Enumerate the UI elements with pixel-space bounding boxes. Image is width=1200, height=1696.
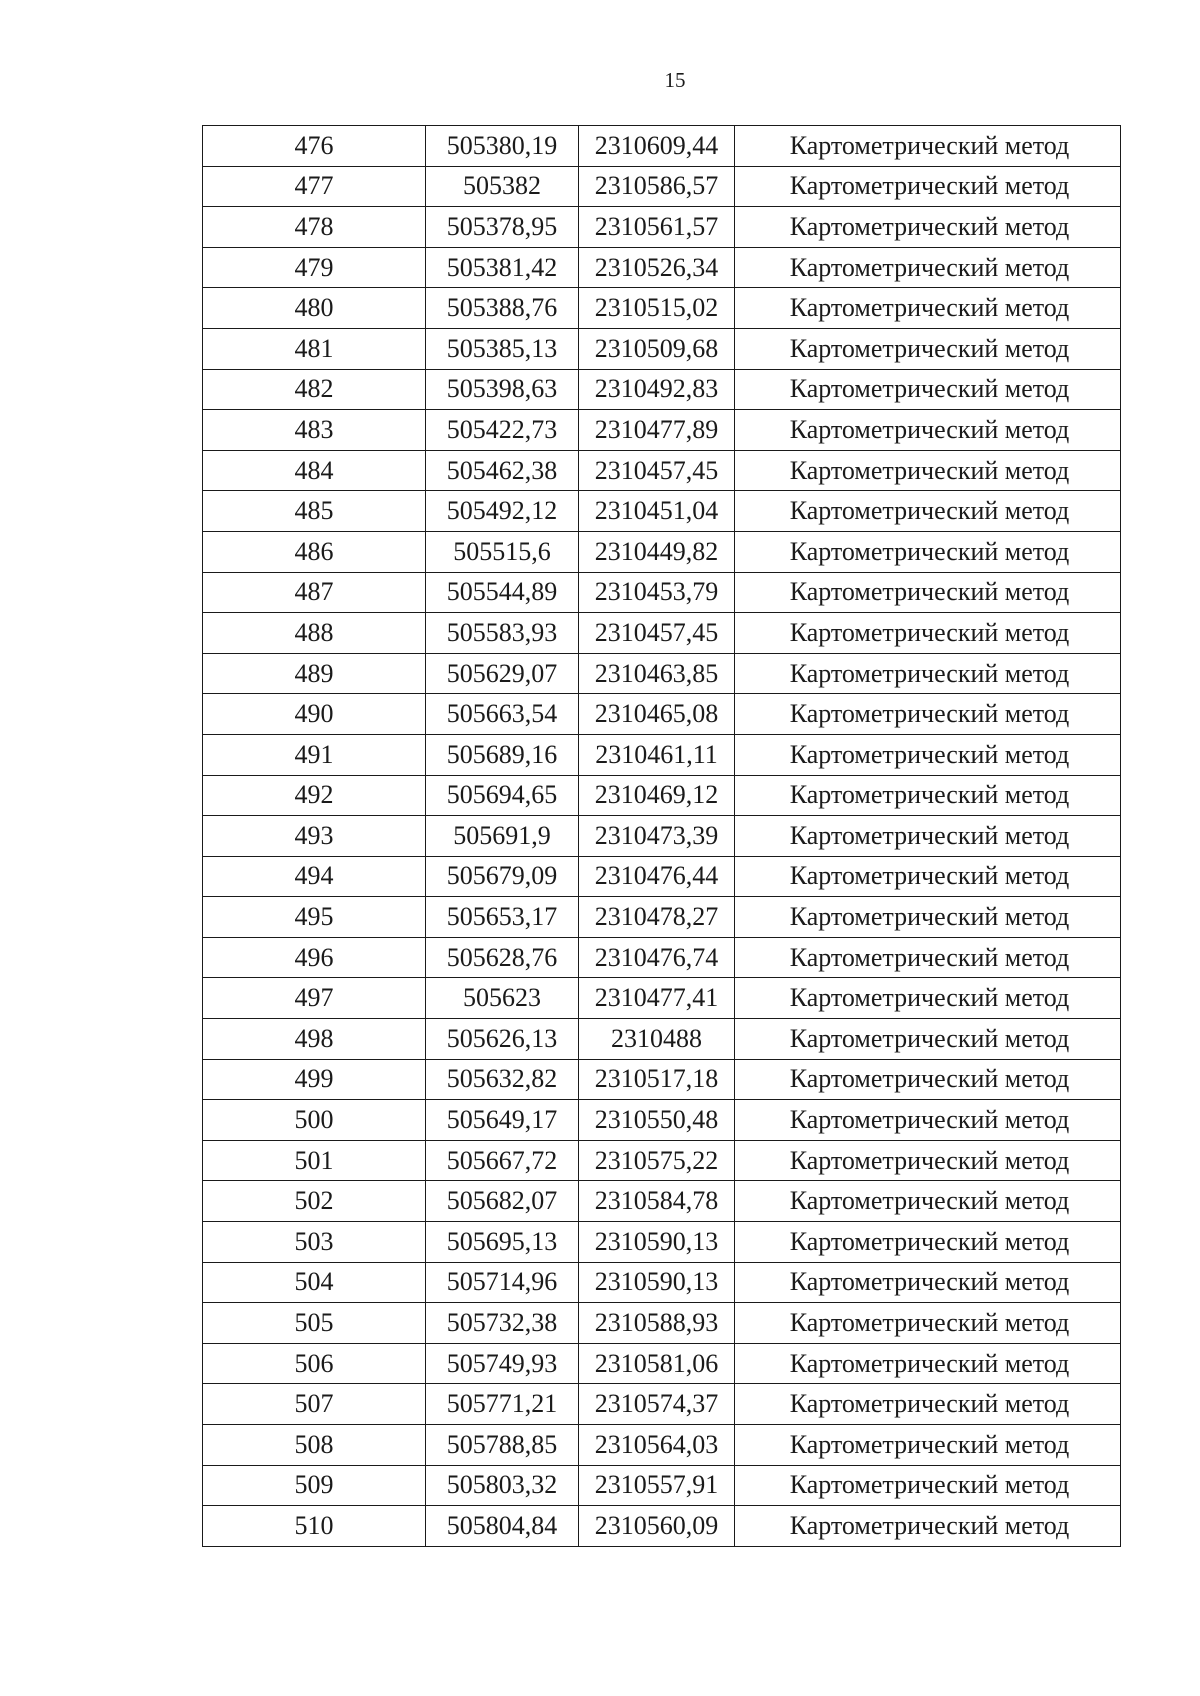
method-cell: Картометрический метод xyxy=(735,734,1121,775)
coordinate-x-cell: 505380,19 xyxy=(426,126,579,167)
point-number-cell: 508 xyxy=(203,1425,426,1466)
coordinate-x-cell: 505583,93 xyxy=(426,613,579,654)
coordinate-y-cell: 2310560,09 xyxy=(579,1506,735,1547)
coordinate-y-cell: 2310590,13 xyxy=(579,1262,735,1303)
point-number-cell: 504 xyxy=(203,1262,426,1303)
coordinate-y-cell: 2310586,57 xyxy=(579,166,735,207)
coordinate-y-cell: 2310561,57 xyxy=(579,207,735,248)
table-row xyxy=(203,288,1121,329)
coordinate-x-cell: 505695,13 xyxy=(426,1222,579,1263)
table-row xyxy=(203,247,1121,288)
point-number-cell: 509 xyxy=(203,1465,426,1506)
coordinate-y-cell: 2310590,13 xyxy=(579,1222,735,1263)
coordinate-x-cell: 505691,9 xyxy=(426,816,579,857)
point-number-cell: 484 xyxy=(203,450,426,491)
method-cell: Картометрический метод xyxy=(735,1343,1121,1384)
method-cell: Картометрический метод xyxy=(735,1506,1121,1547)
coordinate-y-cell: 2310588,93 xyxy=(579,1303,735,1344)
coordinate-y-cell: 2310477,41 xyxy=(579,978,735,1019)
coordinate-y-cell: 2310476,44 xyxy=(579,856,735,897)
coordinate-x-cell: 505749,93 xyxy=(426,1343,579,1384)
coordinate-x-cell: 505653,17 xyxy=(426,897,579,938)
point-number-cell: 489 xyxy=(203,653,426,694)
method-cell: Картометрический метод xyxy=(735,247,1121,288)
method-cell: Картометрический метод xyxy=(735,531,1121,572)
method-cell: Картометрический метод xyxy=(735,369,1121,410)
coordinate-x-cell: 505804,84 xyxy=(426,1506,579,1547)
coordinate-x-cell: 505422,73 xyxy=(426,410,579,451)
point-number-cell: 481 xyxy=(203,328,426,369)
coordinate-y-cell: 2310476,74 xyxy=(579,937,735,978)
table-row xyxy=(203,572,1121,613)
table-row xyxy=(203,816,1121,857)
point-number-cell: 493 xyxy=(203,816,426,857)
table-row xyxy=(203,450,1121,491)
method-cell: Картометрический метод xyxy=(735,1303,1121,1344)
table-row xyxy=(203,1465,1121,1506)
point-number-cell: 482 xyxy=(203,369,426,410)
point-number-cell: 498 xyxy=(203,1019,426,1060)
point-number-cell: 490 xyxy=(203,694,426,735)
table-row xyxy=(203,1019,1121,1060)
table-row xyxy=(203,1100,1121,1141)
point-number-cell: 477 xyxy=(203,166,426,207)
coordinate-y-cell: 2310457,45 xyxy=(579,450,735,491)
point-number-cell: 485 xyxy=(203,491,426,532)
table-row xyxy=(203,1140,1121,1181)
coordinate-x-cell: 505381,42 xyxy=(426,247,579,288)
coordinate-y-cell: 2310488 xyxy=(579,1019,735,1060)
method-cell: Картометрический метод xyxy=(735,1100,1121,1141)
method-cell: Картометрический метод xyxy=(735,572,1121,613)
method-cell: Картометрический метод xyxy=(735,1140,1121,1181)
coordinate-x-cell: 505385,13 xyxy=(426,328,579,369)
method-cell: Картометрический метод xyxy=(735,1222,1121,1263)
coordinate-x-cell: 505714,96 xyxy=(426,1262,579,1303)
point-number-cell: 491 xyxy=(203,734,426,775)
method-cell: Картометрический метод xyxy=(735,1384,1121,1425)
coordinate-y-cell: 2310461,11 xyxy=(579,734,735,775)
coordinate-x-cell: 505378,95 xyxy=(426,207,579,248)
coordinate-y-cell: 2310465,08 xyxy=(579,694,735,735)
coordinate-x-cell: 505544,89 xyxy=(426,572,579,613)
coordinates-table xyxy=(202,125,1121,1547)
coordinate-y-cell: 2310515,02 xyxy=(579,288,735,329)
table-row xyxy=(203,410,1121,451)
table-row xyxy=(203,1343,1121,1384)
coordinate-x-cell: 505771,21 xyxy=(426,1384,579,1425)
method-cell: Картометрический метод xyxy=(735,1059,1121,1100)
coordinate-y-cell: 2310550,48 xyxy=(579,1100,735,1141)
point-number-cell: 476 xyxy=(203,126,426,167)
point-number-cell: 501 xyxy=(203,1140,426,1181)
table-row xyxy=(203,491,1121,532)
point-number-cell: 506 xyxy=(203,1343,426,1384)
point-number-cell: 505 xyxy=(203,1303,426,1344)
coordinate-y-cell: 2310526,34 xyxy=(579,247,735,288)
coordinate-y-cell: 2310478,27 xyxy=(579,897,735,938)
coordinate-y-cell: 2310574,37 xyxy=(579,1384,735,1425)
point-number-cell: 483 xyxy=(203,410,426,451)
point-number-cell: 500 xyxy=(203,1100,426,1141)
point-number-cell: 499 xyxy=(203,1059,426,1100)
table-row xyxy=(203,1059,1121,1100)
table-row xyxy=(203,207,1121,248)
coordinate-x-cell: 505667,72 xyxy=(426,1140,579,1181)
coordinate-x-cell: 505623 xyxy=(426,978,579,1019)
coordinate-y-cell: 2310557,91 xyxy=(579,1465,735,1506)
table-row xyxy=(203,897,1121,938)
point-number-cell: 486 xyxy=(203,531,426,572)
method-cell: Картометрический метод xyxy=(735,288,1121,329)
point-number-cell: 478 xyxy=(203,207,426,248)
table-row xyxy=(203,1384,1121,1425)
coordinate-y-cell: 2310449,82 xyxy=(579,531,735,572)
table-row xyxy=(203,694,1121,735)
table-row xyxy=(203,613,1121,654)
method-cell: Картометрический метод xyxy=(735,450,1121,491)
method-cell: Картометрический метод xyxy=(735,166,1121,207)
point-number-cell: 494 xyxy=(203,856,426,897)
coordinate-y-cell: 2310609,44 xyxy=(579,126,735,167)
method-cell: Картометрический метод xyxy=(735,410,1121,451)
table-row xyxy=(203,328,1121,369)
method-cell: Картометрический метод xyxy=(735,207,1121,248)
method-cell: Картометрический метод xyxy=(735,1262,1121,1303)
point-number-cell: 495 xyxy=(203,897,426,938)
coordinate-y-cell: 2310581,06 xyxy=(579,1343,735,1384)
coordinate-y-cell: 2310457,45 xyxy=(579,613,735,654)
coordinate-x-cell: 505629,07 xyxy=(426,653,579,694)
coordinate-x-cell: 505492,12 xyxy=(426,491,579,532)
coordinate-x-cell: 505398,63 xyxy=(426,369,579,410)
method-cell: Картометрический метод xyxy=(735,897,1121,938)
coordinate-x-cell: 505628,76 xyxy=(426,937,579,978)
method-cell: Картометрический метод xyxy=(735,126,1121,167)
coordinate-x-cell: 505632,82 xyxy=(426,1059,579,1100)
table-row xyxy=(203,1303,1121,1344)
coordinate-x-cell: 505682,07 xyxy=(426,1181,579,1222)
table-row xyxy=(203,1262,1121,1303)
table-row xyxy=(203,531,1121,572)
coordinates-table-body xyxy=(203,126,1121,1547)
point-number-cell: 479 xyxy=(203,247,426,288)
method-cell: Картометрический метод xyxy=(735,653,1121,694)
method-cell: Картометрический метод xyxy=(735,1181,1121,1222)
table-row xyxy=(203,1425,1121,1466)
method-cell: Картометрический метод xyxy=(735,1019,1121,1060)
table-row xyxy=(203,653,1121,694)
table-row xyxy=(203,1222,1121,1263)
coordinate-y-cell: 2310492,83 xyxy=(579,369,735,410)
coordinate-x-cell: 505689,16 xyxy=(426,734,579,775)
coordinate-x-cell: 505803,32 xyxy=(426,1465,579,1506)
method-cell: Картометрический метод xyxy=(735,978,1121,1019)
point-number-cell: 488 xyxy=(203,613,426,654)
coordinate-y-cell: 2310451,04 xyxy=(579,491,735,532)
method-cell: Картометрический метод xyxy=(735,613,1121,654)
method-cell: Картометрический метод xyxy=(735,1465,1121,1506)
coordinate-y-cell: 2310469,12 xyxy=(579,775,735,816)
point-number-cell: 496 xyxy=(203,937,426,978)
point-number-cell: 497 xyxy=(203,978,426,1019)
table-row xyxy=(203,856,1121,897)
point-number-cell: 503 xyxy=(203,1222,426,1263)
method-cell: Картометрический метод xyxy=(735,491,1121,532)
coordinate-y-cell: 2310473,39 xyxy=(579,816,735,857)
table-row xyxy=(203,775,1121,816)
page-number: 15 xyxy=(664,68,686,92)
coordinate-x-cell: 505679,09 xyxy=(426,856,579,897)
method-cell: Картометрический метод xyxy=(735,328,1121,369)
table-row xyxy=(203,1181,1121,1222)
table-row xyxy=(203,126,1121,167)
coordinate-x-cell: 505462,38 xyxy=(426,450,579,491)
table-row xyxy=(203,937,1121,978)
coordinate-x-cell: 505382 xyxy=(426,166,579,207)
coordinate-y-cell: 2310575,22 xyxy=(579,1140,735,1181)
coordinate-y-cell: 2310509,68 xyxy=(579,328,735,369)
coordinate-y-cell: 2310463,85 xyxy=(579,653,735,694)
point-number-cell: 502 xyxy=(203,1181,426,1222)
table-row xyxy=(203,369,1121,410)
coordinate-y-cell: 2310584,78 xyxy=(579,1181,735,1222)
coordinate-x-cell: 505649,17 xyxy=(426,1100,579,1141)
coordinate-x-cell: 505694,65 xyxy=(426,775,579,816)
coordinate-x-cell: 505626,13 xyxy=(426,1019,579,1060)
coordinate-y-cell: 2310453,79 xyxy=(579,572,735,613)
point-number-cell: 480 xyxy=(203,288,426,329)
coordinate-x-cell: 505388,76 xyxy=(426,288,579,329)
table-row xyxy=(203,166,1121,207)
coordinate-y-cell: 2310477,89 xyxy=(579,410,735,451)
coordinate-x-cell: 505663,54 xyxy=(426,694,579,735)
coordinate-x-cell: 505788,85 xyxy=(426,1425,579,1466)
coordinate-y-cell: 2310564,03 xyxy=(579,1425,735,1466)
method-cell: Картометрический метод xyxy=(735,775,1121,816)
coordinate-y-cell: 2310517,18 xyxy=(579,1059,735,1100)
method-cell: Картометрический метод xyxy=(735,937,1121,978)
method-cell: Картометрический метод xyxy=(735,694,1121,735)
method-cell: Картометрический метод xyxy=(735,816,1121,857)
table-row xyxy=(203,978,1121,1019)
method-cell: Картометрический метод xyxy=(735,856,1121,897)
table-row xyxy=(203,734,1121,775)
point-number-cell: 487 xyxy=(203,572,426,613)
table-row xyxy=(203,1506,1121,1547)
coordinate-x-cell: 505732,38 xyxy=(426,1303,579,1344)
coordinate-x-cell: 505515,6 xyxy=(426,531,579,572)
point-number-cell: 492 xyxy=(203,775,426,816)
method-cell: Картометрический метод xyxy=(735,1425,1121,1466)
point-number-cell: 507 xyxy=(203,1384,426,1425)
point-number-cell: 510 xyxy=(203,1506,426,1547)
